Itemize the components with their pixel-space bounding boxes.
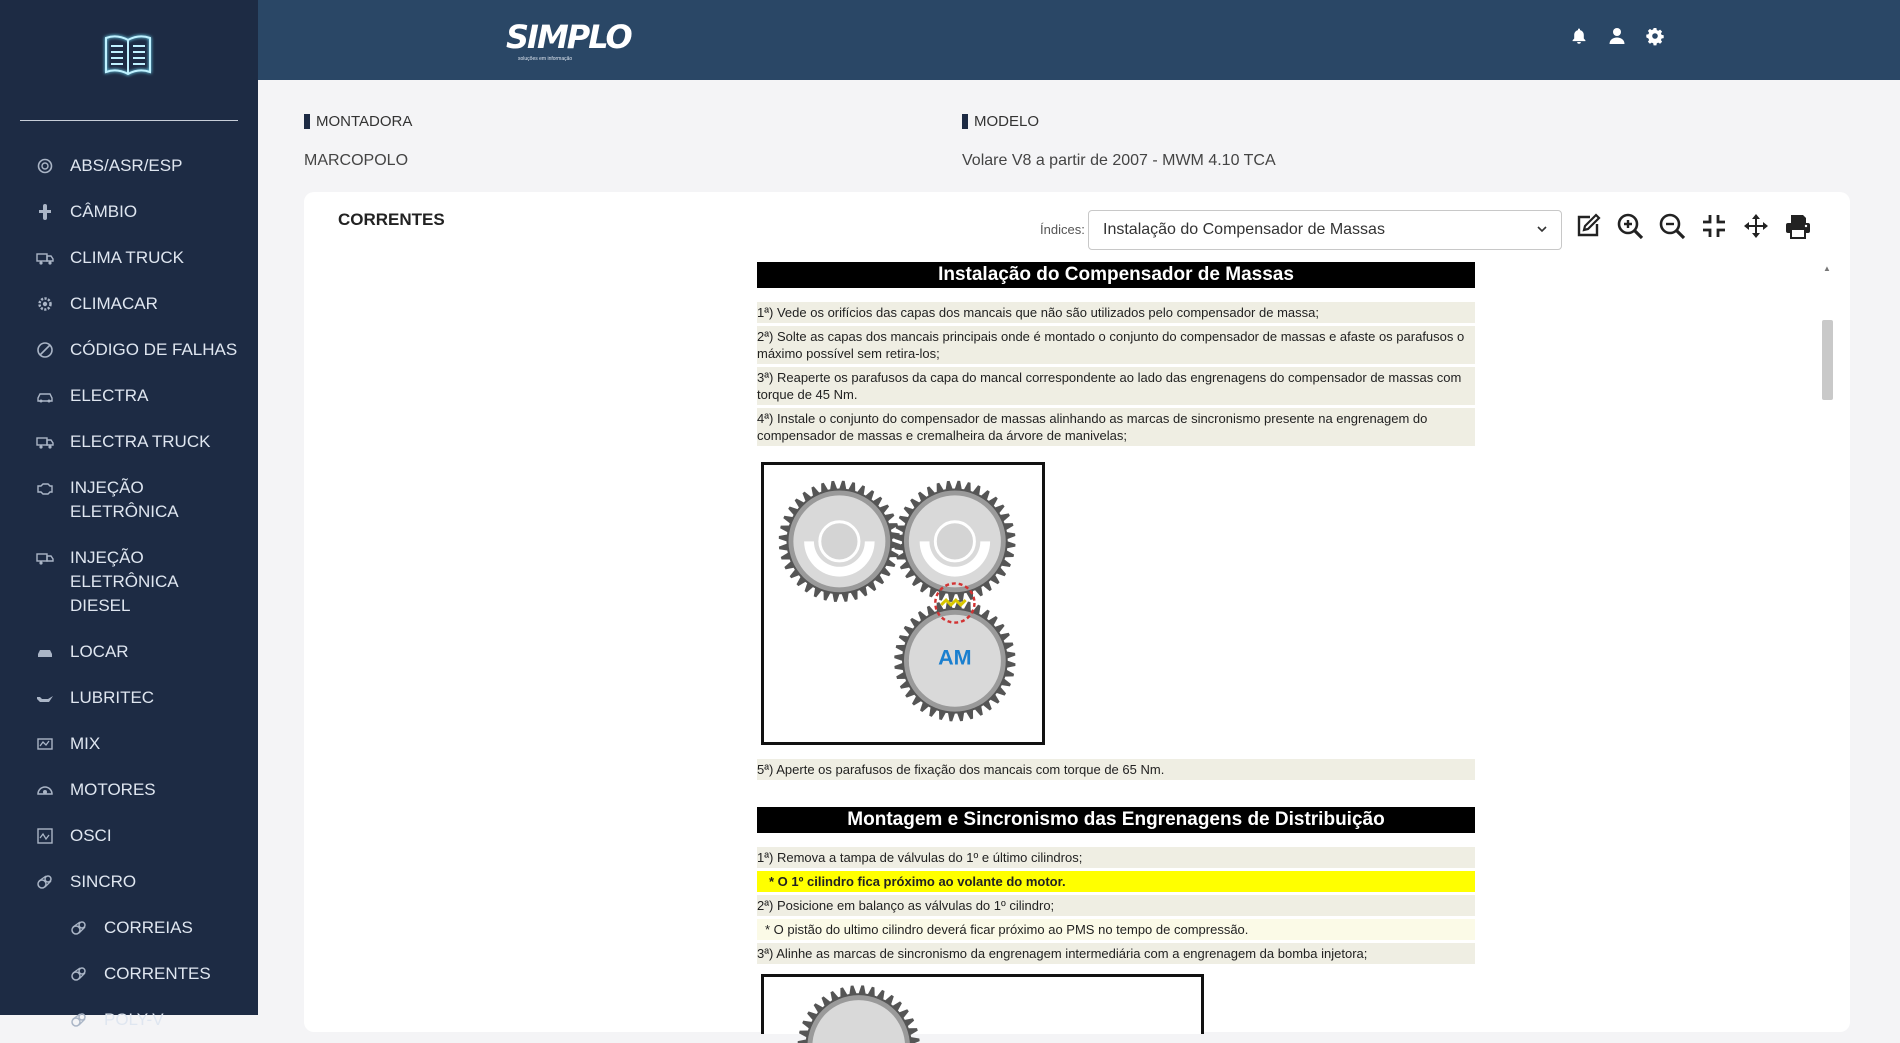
oscilloscope-icon bbox=[36, 827, 54, 845]
sidebar-item-motores[interactable] bbox=[0, 767, 258, 813]
gear-left bbox=[779, 481, 900, 602]
book-icon[interactable] bbox=[100, 26, 156, 82]
sidebar-item-electra[interactable] bbox=[0, 373, 258, 419]
sidebar-item-sincro[interactable] bbox=[0, 859, 258, 905]
section-step: 3ª) Alinhe as marcas de sincronismo da engrenagem intermediária com a engrenagem da bomba injetora; bbox=[757, 943, 1475, 964]
modelo-value: Volare V8 a partir de 2007 - MWM 4.10 TCA bbox=[962, 152, 1276, 169]
brake-icon bbox=[36, 157, 54, 175]
document-card bbox=[304, 192, 1850, 1032]
sidebar-item-label: CORREIAS bbox=[104, 918, 193, 937]
section-step: 2ª) Solte as capas dos mancais principais onde é montado o conjunto do compensador de massas e afaste os parafusos o máximo possível sem retira-los; bbox=[757, 326, 1475, 364]
oil-can-icon bbox=[36, 689, 54, 707]
sidebar-item-label: MOTORES bbox=[70, 780, 156, 799]
sidebar-item-climacar[interactable] bbox=[0, 281, 258, 327]
card-title: CORRENTES bbox=[338, 210, 445, 229]
chevron-down-icon bbox=[1537, 221, 1547, 239]
sidebar-item-label: SINCRO bbox=[70, 872, 137, 891]
edit-icon[interactable] bbox=[1574, 212, 1602, 240]
section-title: Montagem e Sincronismo das Engrenagens de Distribuição bbox=[757, 807, 1475, 833]
sidebar-item-injecao-eletronica-diesel[interactable] bbox=[0, 535, 258, 629]
document-scrollbar[interactable] bbox=[1820, 262, 1834, 1032]
belt-icon bbox=[70, 919, 88, 937]
document-toolbar bbox=[1574, 212, 1812, 240]
sidebar-item-label: CLIMACAR bbox=[70, 294, 158, 313]
sidebar-item-label: POLY-V bbox=[104, 1010, 164, 1029]
gearshift-icon bbox=[36, 203, 54, 221]
sidebar-item-label: CÂMBIO bbox=[70, 202, 138, 221]
section-step: 1ª) Remova a tampa de válvulas do 1º e último cilindros; bbox=[757, 847, 1475, 868]
motor-icon bbox=[36, 781, 54, 799]
label-marker bbox=[962, 114, 968, 129]
sidebar-item-electra-truck[interactable] bbox=[0, 419, 258, 465]
section-step: 2ª) Posicione em balanço as válvulas do 1º cilindro; bbox=[757, 895, 1475, 916]
mix-icon bbox=[36, 735, 54, 753]
sidebar-item-lubritec[interactable] bbox=[0, 675, 258, 721]
sidebar-item-label: INJEÇÃO ELETRÔNICA DIESEL bbox=[70, 548, 178, 615]
section-note: * O pistão do ultimo cilindro deverá ficar próximo ao PMS no tempo de compressão. bbox=[757, 919, 1475, 940]
diesel-icon bbox=[36, 549, 54, 567]
gear-diagram-figure bbox=[761, 462, 1045, 745]
scroll-up-icon[interactable]: ▲ bbox=[1823, 264, 1831, 273]
sidebar-item-codigo-de-falhas[interactable] bbox=[0, 327, 258, 373]
section-title: Instalação do Compensador de Massas bbox=[757, 262, 1475, 288]
sidebar-item-label: CLIMA TRUCK bbox=[70, 248, 184, 267]
section-step: 4ª) Instale o conjunto do compensador de massas alinhando as marcas de sincronismo presente na engrenagem do compensador de massas e cremalheira da árvore de manivelas; bbox=[757, 408, 1475, 446]
sidebar-item-cambio[interactable] bbox=[0, 189, 258, 235]
bell-icon[interactable] bbox=[1570, 27, 1588, 45]
montadora-label-text: MONTADORA bbox=[316, 113, 413, 130]
sidebar-item-abs-asr-esp[interactable] bbox=[0, 143, 258, 189]
distribution-diagram bbox=[764, 977, 1201, 1037]
sidebar-item-label: INJEÇÃO ELETRÔNICA bbox=[70, 478, 179, 521]
compress-icon[interactable] bbox=[1700, 212, 1728, 240]
sidebar-item-label: LUBRITEC bbox=[70, 688, 155, 707]
section-step: 1ª) Vede os orifícios das capas dos mancais que não são utilizados pelo compensador de massa; bbox=[757, 302, 1475, 323]
sidebar-subitem-poly-v[interactable] bbox=[0, 997, 258, 1043]
document-viewer bbox=[757, 262, 1475, 1034]
montadora-value: MARCOPOLO bbox=[304, 152, 409, 169]
scroll-thumb[interactable] bbox=[1822, 320, 1833, 400]
indices-select[interactable] bbox=[1088, 210, 1562, 250]
header-icons bbox=[1570, 27, 1664, 45]
sidebar-subitem-correntes[interactable] bbox=[0, 951, 258, 997]
sidebar-item-label: LOCAR bbox=[70, 642, 129, 661]
main-content bbox=[258, 80, 1900, 1015]
top-header bbox=[258, 0, 1900, 80]
indices-selected-value: Instalação do Compensador de Massas bbox=[1103, 221, 1385, 238]
section-step: 5ª) Aperte os parafusos de fixação dos mancais com torque de 65 Nm. bbox=[757, 759, 1475, 780]
sidebar-subitem-correias[interactable] bbox=[0, 905, 258, 951]
gear-diagram bbox=[764, 465, 1042, 742]
sidebar-divider bbox=[20, 120, 238, 121]
distribution-diagram-figure bbox=[761, 974, 1204, 1034]
sidebar-item-label: MIX bbox=[70, 734, 101, 753]
zoom-out-icon[interactable] bbox=[1658, 212, 1686, 240]
brand-tagline: soluções em informação bbox=[518, 56, 573, 62]
montadora-label bbox=[304, 113, 412, 130]
car-icon bbox=[36, 643, 54, 661]
no-entry-icon bbox=[36, 341, 54, 359]
brand-logo[interactable] bbox=[506, 18, 631, 62]
sidebar-item-clima-truck[interactable] bbox=[0, 235, 258, 281]
settings-icon[interactable] bbox=[1646, 27, 1664, 45]
gear-partial bbox=[798, 985, 920, 1043]
section-steps bbox=[757, 302, 1475, 446]
belt-icon bbox=[36, 873, 54, 891]
sidebar-item-label: CORRENTES bbox=[104, 964, 211, 983]
indices-label: Índices: bbox=[1040, 222, 1085, 237]
modelo-label bbox=[962, 113, 1039, 130]
move-icon[interactable] bbox=[1742, 212, 1770, 240]
sidebar-item-label: ELECTRA TRUCK bbox=[70, 432, 211, 451]
sidebar-item-label: ABS/ASR/ESP bbox=[70, 156, 183, 175]
sidebar bbox=[0, 0, 258, 1029]
sidebar-item-injecao-eletronica[interactable] bbox=[0, 465, 258, 535]
sidebar-item-mix[interactable] bbox=[0, 721, 258, 767]
car-electric-icon bbox=[36, 387, 54, 405]
sidebar-item-label: CÓDIGO DE FALHAS bbox=[70, 340, 238, 359]
user-icon[interactable] bbox=[1608, 27, 1626, 45]
print-icon[interactable] bbox=[1784, 212, 1812, 240]
gear-icon bbox=[36, 295, 54, 313]
gear-label: AM bbox=[938, 645, 972, 670]
modelo-label-text: MODELO bbox=[974, 113, 1040, 130]
sidebar-nav bbox=[0, 143, 258, 1043]
brand-name: SIMPLO bbox=[506, 18, 631, 56]
belt-icon bbox=[70, 965, 88, 983]
zoom-in-icon[interactable] bbox=[1616, 212, 1644, 240]
truck-electric-icon bbox=[36, 433, 54, 451]
truck-climate-icon bbox=[36, 249, 54, 267]
label-marker bbox=[304, 114, 310, 129]
section-step: 3ª) Reaperte os parafusos da capa do mancal correspondente ao lado das engrenagens do compensador de massas com torque de 45 Nm. bbox=[757, 367, 1475, 405]
belt-icon bbox=[70, 1011, 88, 1029]
engine-icon bbox=[36, 479, 54, 497]
sidebar-item-label: ELECTRA bbox=[70, 386, 149, 405]
sidebar-item-label: OSCI bbox=[70, 826, 112, 845]
sidebar-item-locar[interactable] bbox=[0, 629, 258, 675]
highlight-note: * O 1º cilindro fica próximo ao volante do motor. bbox=[757, 871, 1475, 892]
sidebar-item-osci[interactable] bbox=[0, 813, 258, 859]
